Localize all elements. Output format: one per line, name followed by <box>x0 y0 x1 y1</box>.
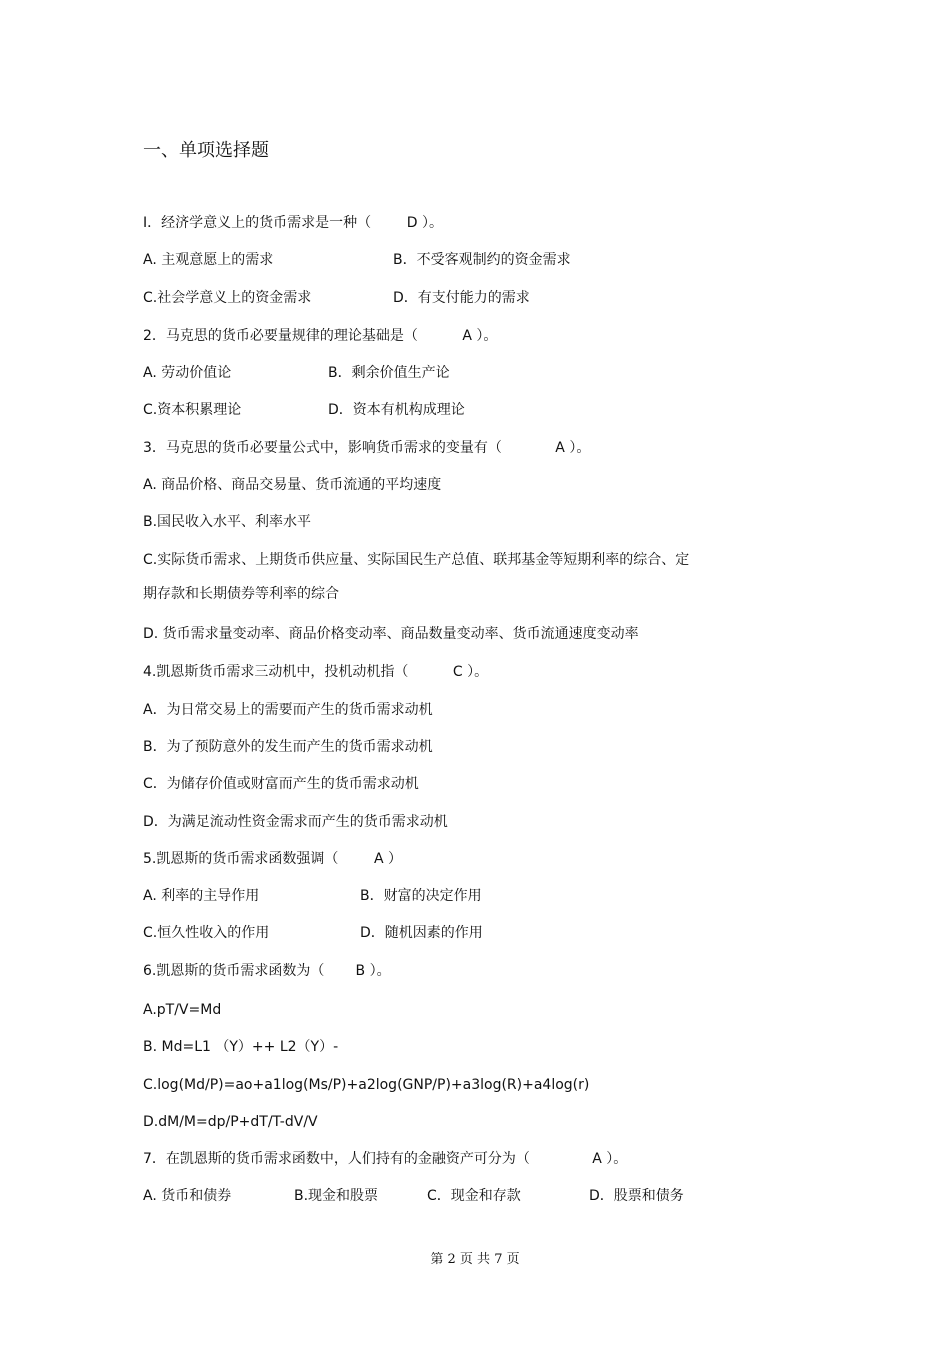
question-1-option-c: C.社会学意义上的资金需求 <box>143 290 312 306</box>
question-3-option-d: D. 货币需求量变动率、商品价格变动率、商品数量变动率、货币流通速度变动率 <box>143 626 639 642</box>
question-3-stem: 3．马克思的货币必要量公式中，影响货币需求的变量有（ A ）。 <box>143 440 591 456</box>
question-1-option-d: D．有支付能力的需求 <box>393 290 530 306</box>
question-2-option-c: C.资本积累理论 <box>143 402 242 418</box>
question-5-option-d: D．随机因素的作用 <box>360 925 483 941</box>
question-7-option-d: D．股票和债务 <box>589 1188 684 1204</box>
question-2-option-d: D．资本有机构成理论 <box>328 402 465 418</box>
question-3-option-c-line-1: C.实际货币需求、上期货币供应量、实际国民生产总值、联邦基金等短期利率的综合、定 <box>143 552 690 568</box>
question-3-option-b: B.国民收入水平、利率水平 <box>143 514 312 530</box>
question-1-option-a: A. 主观意愿上的需求 <box>143 252 274 268</box>
question-3-option-a: A. 商品价格、商品交易量、货币流通的平均速度 <box>143 477 442 493</box>
question-5-stem: 5.凯恩斯的货币需求函数强调（ A ） <box>143 851 402 867</box>
question-7-stem: 7．在凯恩斯的货币需求函数中，人们持有的金融资产可分为（ A ）。 <box>143 1151 628 1167</box>
question-4-option-d: D．为满足流动性资金需求而产生的货币需求动机 <box>143 814 448 830</box>
question-2-stem: 2．马克思的货币必要量规律的理论基础是（ A ）。 <box>143 328 498 344</box>
question-6-option-a: A.pT/V=Md <box>143 1002 222 1018</box>
question-4-option-c: C．为储存价值或财富而产生的货币需求动机 <box>143 776 419 792</box>
question-6-stem: 6.凯恩斯的货币需求函数为（ B ）。 <box>143 963 391 979</box>
question-6-option-b: B. Md=L1 （Y）++ L2（Y）- <box>143 1039 339 1055</box>
question-6-option-d: D.dM/M=dp/P+dT/T-dV/V <box>143 1114 318 1130</box>
question-3-option-c-line-2: 期存款和长期债券等利率的综合 <box>143 586 339 602</box>
question-4-option-b: B．为了预防意外的发生而产生的货币需求动机 <box>143 739 433 755</box>
question-7-option-b: B.现金和股票 <box>294 1188 379 1204</box>
question-5-option-b: B．财富的决定作用 <box>360 888 482 904</box>
question-2-option-a: A. 劳动价值论 <box>143 365 232 381</box>
question-4-stem: 4.凯恩斯货币需求三动机中，投机动机指（ C ）。 <box>143 664 489 680</box>
question-5-option-a: A. 利率的主导作用 <box>143 888 260 904</box>
question-1-option-b: B．不受客观制约的资金需求 <box>393 252 571 268</box>
question-7-option-c: C．现金和存款 <box>427 1188 521 1204</box>
question-1-stem: I．经济学意义上的货币需求是一种（ D ）。 <box>143 215 443 231</box>
question-2-option-b: B．剩余价值生产论 <box>328 365 450 381</box>
question-6-option-c: C.log(Md/P)=ao+a1log(Ms/P)+a2log(GNP/P)+a3log(R)+a4log(r) <box>143 1077 590 1093</box>
page-footer: 第 2 页 共 7 页 <box>430 1252 520 1267</box>
question-7-option-a: A. 货币和债券 <box>143 1188 232 1204</box>
section-title: 一、单项选择题 <box>143 140 269 161</box>
question-4-option-a: A．为日常交易上的需要而产生的货币需求动机 <box>143 702 433 718</box>
question-5-option-c: C.恒久性收入的作用 <box>143 925 270 941</box>
